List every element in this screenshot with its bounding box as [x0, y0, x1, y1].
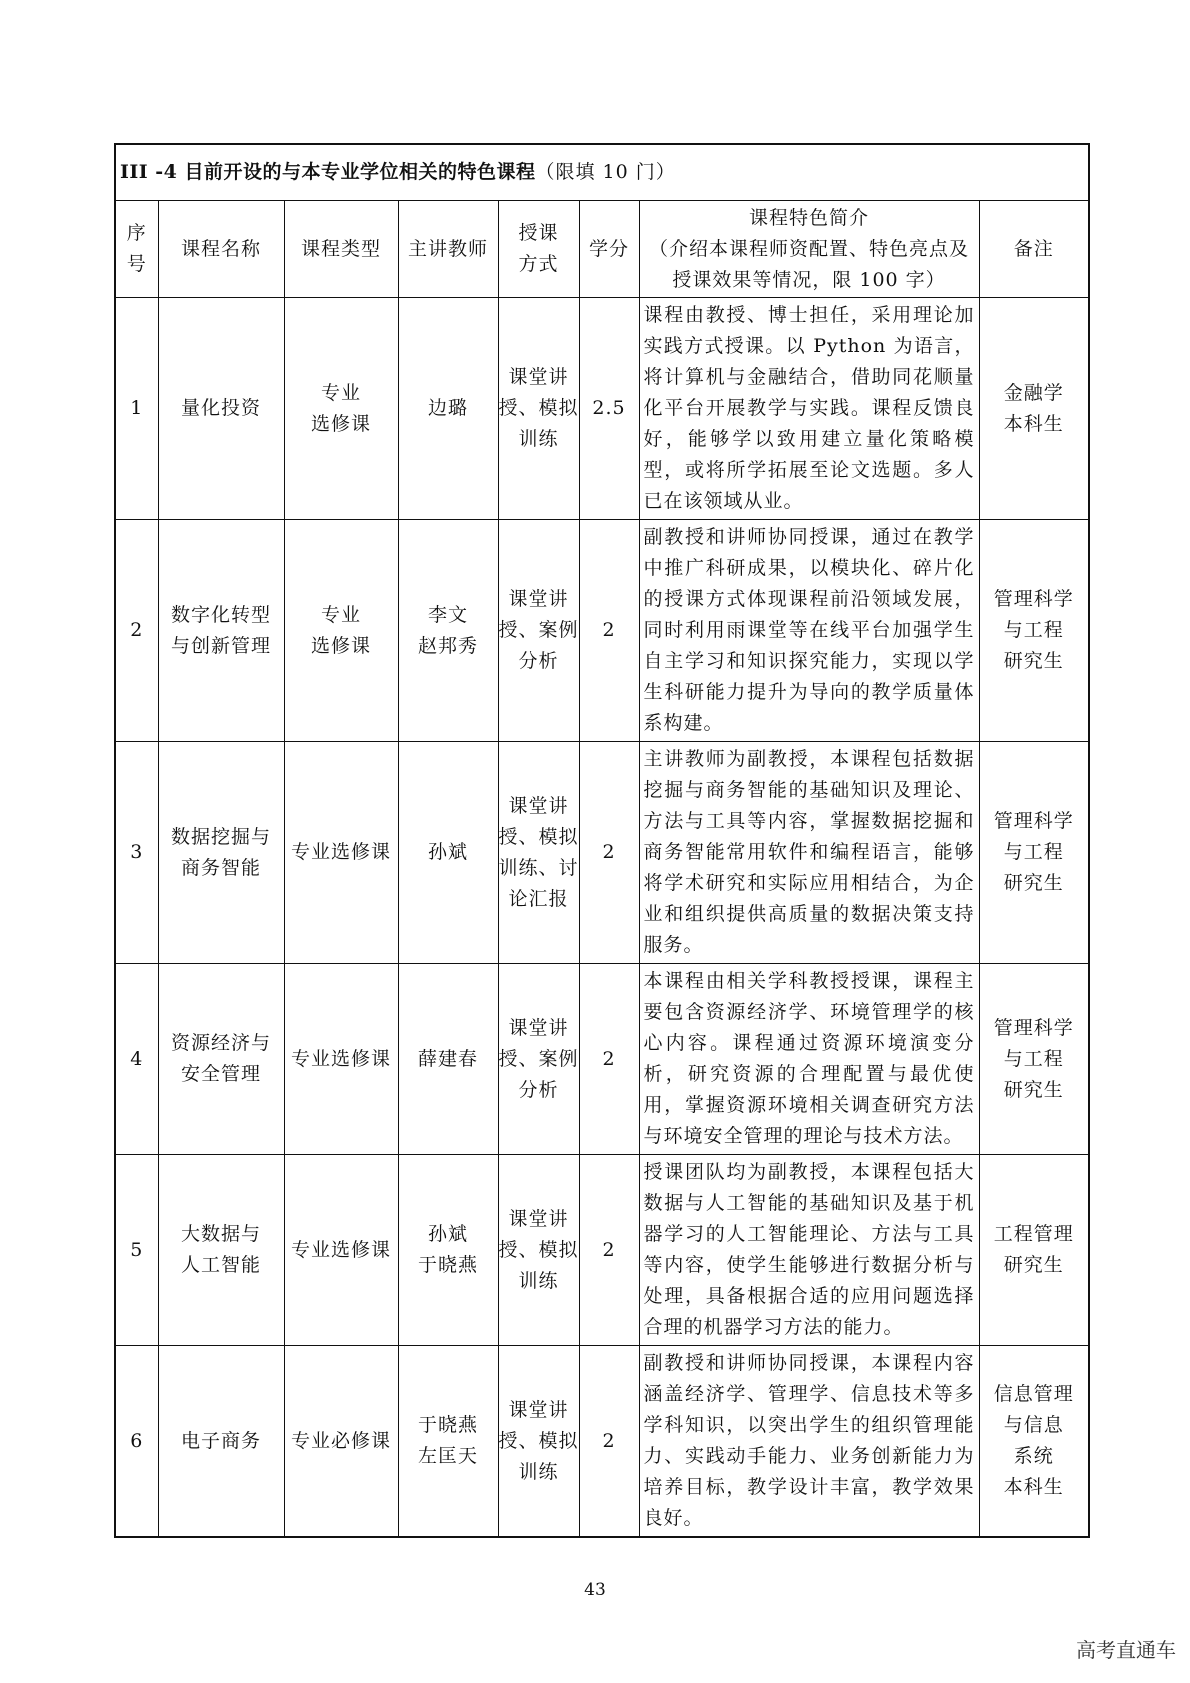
cell-remark-line: 研究生: [1003, 1254, 1064, 1276]
cell-teacher-line: 薛建春: [417, 1047, 478, 1070]
cell-remark-line: 与工程: [1003, 841, 1064, 863]
header-type: 课程类型: [284, 201, 398, 298]
cell-method-line: 授、案例: [498, 619, 579, 641]
cell-type: [284, 1155, 398, 1346]
cell-type: [284, 1346, 398, 1538]
cell-teacher-line: 于晓燕: [417, 1254, 478, 1276]
header-intro: [639, 201, 979, 298]
cell-teacher: [398, 964, 498, 1155]
cell-no: 5: [115, 1155, 158, 1346]
cell-method-line: 训练: [518, 1269, 559, 1292]
header-name: 课程名称: [158, 201, 284, 298]
cell-name-line: 数字化转型: [170, 603, 271, 626]
cell-remark-line: 研究生: [1003, 872, 1064, 894]
table-row: [115, 1155, 1089, 1346]
header-method-line: 方式: [518, 253, 559, 275]
cell-no: 1: [115, 298, 158, 520]
cell-name: [158, 1155, 284, 1346]
header-method: [498, 201, 579, 298]
cell-teacher: [398, 1155, 498, 1346]
cell-intro: 副教授和讲师协同授课，本课程内容涵盖经济学、管理学、信息技术等多学科知识，以突出学生的组织管理能力、实践动手能力、业务创新能力为培养目标，教学设计丰富，教学效果良好。: [639, 1346, 979, 1538]
table-row: [115, 742, 1089, 964]
cell-type: [284, 742, 398, 964]
cell-no: 3: [115, 742, 158, 964]
cell-type-line: 专业选修课: [290, 1047, 391, 1070]
cell-method-line: 论汇报: [508, 887, 569, 910]
cell-method-line: 训练、讨: [498, 856, 579, 879]
cell-method: [498, 1346, 579, 1538]
cell-no: 6: [115, 1346, 158, 1538]
header-intro-line: 课程特色简介: [748, 206, 869, 229]
header-intro-line: 授课效果等情况，限 100 字）: [672, 268, 946, 291]
cell-name: [158, 298, 284, 520]
cell-method-line: 课堂讲: [508, 366, 569, 388]
cell-name-line: 数据挖掘与: [170, 825, 271, 848]
cell-method-line: 课堂讲: [508, 1207, 569, 1230]
table-row: [115, 520, 1089, 742]
cell-credit: 2: [579, 520, 639, 742]
header-credit: 学分: [579, 201, 639, 298]
cell-remark: [979, 1346, 1089, 1538]
cell-type: [284, 298, 398, 520]
header-remark: 备注: [979, 201, 1089, 298]
header-no: [115, 201, 158, 298]
table-header-row: [115, 201, 1089, 298]
header-intro-line: （介绍本课程师资配置、特色亮点及: [648, 237, 969, 260]
cell-type-line: 专业选修课: [290, 1238, 391, 1261]
cell-intro: 本课程由相关学科教授授课，课程主要包含资源经济学、环境管理学的核心内容。课程通过资源环境演变分析，研究资源的合理配置与最优使用，掌握资源环境相关调查研究方法与环境安全管理的理论与技术方法。: [639, 964, 979, 1155]
cell-remark-line: 管理科学: [993, 1016, 1074, 1039]
cell-name-line: 商务智能: [180, 856, 261, 879]
course-table: [114, 143, 1090, 1538]
cell-teacher: [398, 1346, 498, 1538]
cell-remark-line: 本科生: [1003, 412, 1064, 435]
cell-remark-line: 与工程: [1003, 1047, 1064, 1070]
cell-method-line: 分析: [518, 1078, 559, 1101]
cell-remark-line: 信息管理: [993, 1383, 1074, 1405]
cell-name-line: 安全管理: [180, 1063, 261, 1085]
cell-name-line: 资源经济与: [170, 1032, 271, 1054]
header-method-line: 授课: [518, 222, 559, 244]
cell-intro: 副教授和讲师协同授课，通过在教学中推广科研成果，以模块化、碎片化的授课方式体现课程前沿领域发展，同时利用雨课堂等在线平台加强学生自主学习和知识探究能力，实现以学生科研能力提升为导向的教学质量体系构建。: [639, 520, 979, 742]
cell-method: [498, 742, 579, 964]
cell-name: [158, 1346, 284, 1538]
cell-name-line: 人工智能: [180, 1254, 261, 1276]
cell-remark-line: 与工程: [1003, 619, 1064, 641]
cell-type-line: 专业必修课: [290, 1429, 391, 1452]
cell-teacher-line: 李文: [427, 603, 468, 626]
cell-remark: [979, 298, 1089, 520]
cell-method: [498, 298, 579, 520]
cell-remark-line: 系统: [1013, 1445, 1054, 1467]
watermark: 高考直通车: [1076, 1638, 1176, 1662]
cell-remark: [979, 1155, 1089, 1346]
cell-remark-line: 管理科学: [993, 810, 1074, 832]
table-title: [115, 144, 1089, 201]
cell-method-line: 分析: [518, 650, 559, 672]
cell-type: [284, 520, 398, 742]
cell-remark-line: 与信息: [1003, 1414, 1064, 1436]
cell-method-line: 课堂讲: [508, 588, 569, 610]
cell-teacher: [398, 520, 498, 742]
cell-teacher-line: 边璐: [427, 397, 468, 419]
cell-teacher-line: 左匡天: [417, 1445, 478, 1467]
table-row: [115, 1346, 1089, 1538]
cell-credit: 2.5: [579, 298, 639, 520]
cell-teacher-line: 于晓燕: [417, 1414, 478, 1436]
table-title-text: III -4 目前开设的与本专业学位相关的特色课程: [120, 161, 536, 183]
header-no-line: 序: [126, 222, 147, 244]
cell-remark-line: 研究生: [1003, 650, 1064, 672]
table-title-row: [115, 144, 1089, 201]
cell-type-line: 专业: [320, 603, 361, 626]
cell-method: [498, 964, 579, 1155]
cell-teacher-line: 孙斌: [427, 1223, 468, 1245]
cell-credit: 2: [579, 1155, 639, 1346]
cell-name-line: 与创新管理: [170, 634, 271, 657]
cell-teacher-line: 赵邦秀: [417, 634, 478, 657]
table-title-note: （限填 10 门）: [535, 161, 676, 183]
cell-type-line: 选修课: [310, 412, 371, 435]
cell-name-line: 大数据与: [180, 1223, 261, 1245]
cell-remark-line: 本科生: [1003, 1476, 1064, 1498]
cell-method-line: 授、模拟: [498, 1429, 579, 1452]
table-row: [115, 964, 1089, 1155]
cell-method-line: 课堂讲: [508, 1398, 569, 1421]
cell-credit: 2: [579, 742, 639, 964]
cell-type-line: 专业: [320, 381, 361, 404]
cell-method-line: 课堂讲: [508, 794, 569, 817]
cell-method-line: 授、模拟: [498, 397, 579, 419]
cell-remark-line: 研究生: [1003, 1078, 1064, 1101]
cell-name: [158, 520, 284, 742]
header-teacher: 主讲教师: [398, 201, 498, 298]
cell-remark-line: 金融学: [1003, 381, 1064, 404]
cell-method-line: 训练: [518, 428, 559, 450]
cell-credit: 2: [579, 964, 639, 1155]
cell-remark-line: 工程管理: [993, 1223, 1074, 1245]
cell-name: [158, 742, 284, 964]
cell-method-line: 授、案例: [498, 1047, 579, 1070]
cell-intro: 主讲教师为副教授，本课程包括数据挖掘与商务智能的基础知识及理论、方法与工具等内容，掌握数据挖掘和商务智能常用软件和编程语言，能够将学术研究和实际应用相结合，为企业和组织提供高质量的数据决策支持服务。: [639, 742, 979, 964]
cell-teacher: [398, 298, 498, 520]
cell-remark: [979, 742, 1089, 964]
cell-type: [284, 964, 398, 1155]
cell-remark-line: 管理科学: [993, 588, 1074, 610]
cell-type-line: 选修课: [310, 634, 371, 657]
cell-credit: 2: [579, 1346, 639, 1538]
cell-name: [158, 964, 284, 1155]
cell-intro: 课程由教授、博士担任，采用理论加实践方式授课。以 Python 为语言，将计算机与金融结合，借助同花顺量化平台开展教学与实践。课程反馈良好，能够学以致用建立量化策略模型，或将所学拓展至论文选题。多人已在该领域从业。: [639, 298, 979, 520]
cell-method-line: 授、模拟: [498, 1238, 579, 1261]
page-number: 43: [584, 1580, 606, 1600]
cell-no: 4: [115, 964, 158, 1155]
cell-type-line: 专业选修课: [290, 841, 391, 863]
cell-teacher-line: 孙斌: [427, 841, 468, 863]
table-row: [115, 298, 1089, 520]
cell-remark: [979, 520, 1089, 742]
cell-name-line: 电子商务: [180, 1429, 261, 1452]
cell-method-line: 授、模拟: [498, 825, 579, 848]
cell-method-line: 训练: [518, 1460, 559, 1483]
cell-method: [498, 1155, 579, 1346]
cell-teacher: [398, 742, 498, 964]
cell-method-line: 课堂讲: [508, 1016, 569, 1039]
cell-remark: [979, 964, 1089, 1155]
header-no-line: 号: [126, 253, 147, 275]
cell-name-line: 量化投资: [180, 397, 261, 419]
cell-intro: 授课团队均为副教授，本课程包括大数据与人工智能的基础知识及基于机器学习的人工智能理论、方法与工具等内容，使学生能够进行数据分析与处理，具备根据合适的应用问题选择合理的机器学习方法的能力。: [639, 1155, 979, 1346]
cell-no: 2: [115, 520, 158, 742]
cell-method: [498, 520, 579, 742]
